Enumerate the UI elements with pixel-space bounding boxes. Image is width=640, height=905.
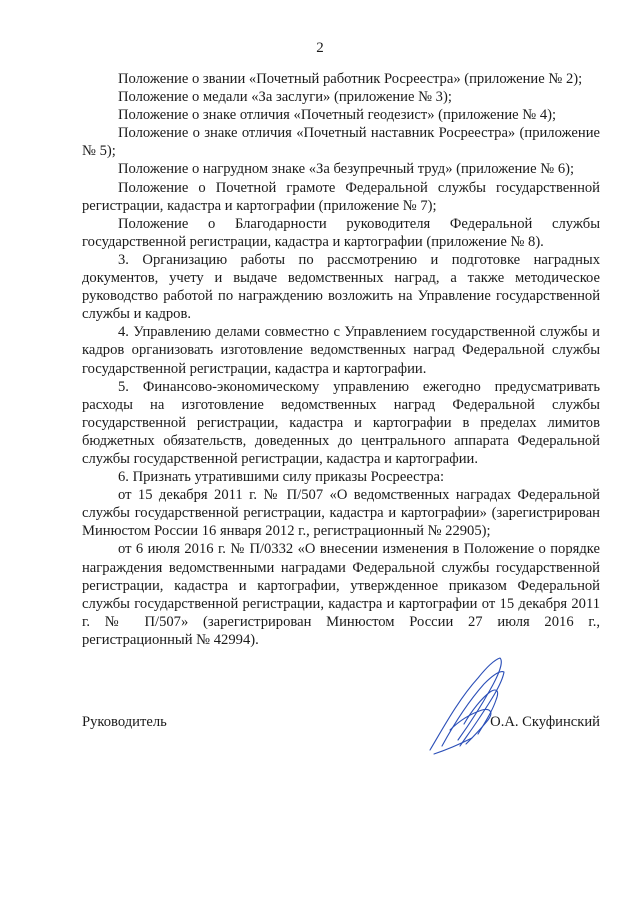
paragraph: Положение о звании «Почетный работник Росреестра» (приложение № 2);	[118, 71, 583, 87]
page-number: 2	[316, 40, 324, 56]
paragraph: от 15 декабря 2011 г. № П/507 «О ведомственных наградах Федеральной службы государственной регистрации, кадастра и картографии» (зарегистрирован Минюстом России 16 января 2012 г., регистрационный № 22905);	[82, 487, 600, 540]
paragraph: от 6 июля 2016 г. № П/0332 «О внесении изменения в Положение о порядке награждения ведомственными наградами Федеральной службы государственной регистрации, кадастра и картографии, утвержденное приказом Федеральной службы государственной регистрации, кадастра и картографии от 15 декабря 2011 г. № П/507» (зарегистрирован Минюстом России 27 июля 2016 г., регистрационный № 42994).	[82, 541, 600, 648]
paragraph: Положение о знаке отличия «Почетный геодезист» (приложение № 4);	[118, 107, 557, 124]
signatory-name: О.А. Скуфинский	[490, 714, 600, 730]
paragraph: 4. Управлению делами совместно с Управлением государственной службы и кадров организовать изготовление ведомственных наград Федеральной службы государственной регистрации, кадастра и картографии.	[82, 324, 600, 377]
paragraph: Положение о знаке отличия «Почетный наставник Росреестра» (приложение № 5);	[82, 125, 600, 160]
paragraph: 5. Финансово-экономическому управлению ежегодно предусматривать расходы на изготовление ведомственных наград Федеральной службы государственной регистрации, кадастра и картографии в пределах лимитов бюджетных обязательств, доведенных до центрального аппарата Федеральной службы государственной регистрации, кадастра и картографии.	[82, 378, 600, 467]
handwritten-signature	[420, 650, 520, 760]
paragraph: Положение о нагрудном знаке «За безупречный труд» (приложение № 6);	[118, 161, 575, 178]
paragraph: 6. Признать утратившими силу приказы Росреестра:	[118, 469, 445, 486]
document-body	[82, 70, 600, 649]
paragraph: Положение о Почетной грамоте Федеральной службы государственной регистрации, кадастра и картографии (приложение № 7);	[82, 179, 600, 214]
paragraph: 3. Организацию работы по рассмотрению и подготовке наградных документов, учету и выдаче ведомственных наград, а также методическое руководство работой по награждению возложить на Управление государственной службы и кадров.	[82, 251, 600, 323]
paragraph: Положение о медали «За заслуги» (приложение № 3);	[118, 89, 452, 106]
signature-block	[82, 714, 600, 738]
signatory-title: Руководитель	[82, 714, 167, 730]
paragraph: Положение о Благодарности руководителя Федеральной службы государственной регистрации, кадастра и картографии (приложение № 8).	[82, 215, 600, 250]
